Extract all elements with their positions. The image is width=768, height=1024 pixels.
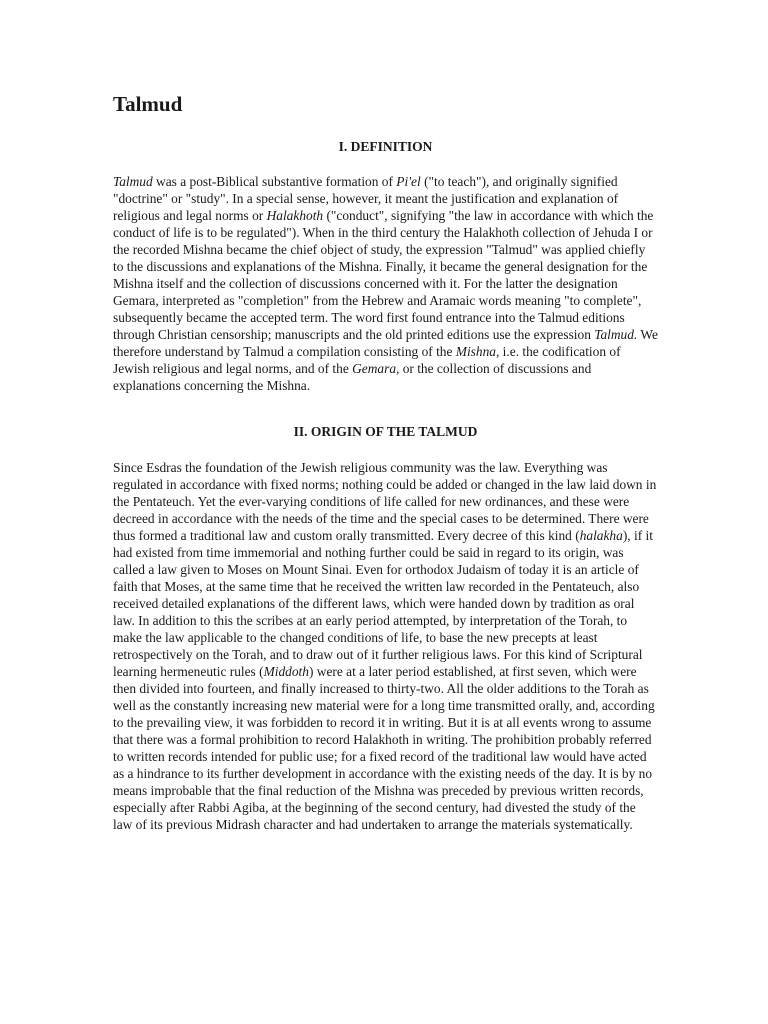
section-definition <box>113 139 658 394</box>
text-run: , or the collection of discussions and explanations concerning the Mishna. <box>113 361 592 394</box>
document-page <box>113 92 658 863</box>
document-title: Talmud <box>113 92 183 116</box>
italic-term: Pi'el <box>396 174 421 190</box>
definition-paragraph <box>113 173 658 394</box>
section-heading-origin: II. ORIGIN OF THE TALMUD <box>293 424 478 440</box>
text-run: We therefore understand by Talmud a compilation consisting of the <box>113 327 658 360</box>
italic-term: Talmud <box>113 174 153 190</box>
text-run: Since Esdras the foundation of the Jewish religious community was the law. Everything was regulated in accordance with fixed norms; nothing could be added or changed in the law laid down in the Pentateuch. Yet the ever-varying conditions of life called for new ordinances, and these were decreed in accordance with the needs of the time and the special cases to be determined. There were thus formed a traditional law and custom orally transmitted. Every decree of this kind ( <box>113 459 657 543</box>
italic-term: Mishna <box>455 344 496 360</box>
italic-term: halakha <box>579 527 623 543</box>
italic-term: Talmud. <box>594 327 638 343</box>
text-run: ("to teach"), and originally signified "doctrine" or "study". In a special sense, however, it meant the justification and explanation of religious and legal norms or <box>113 174 619 224</box>
italic-term: Middoth <box>263 663 309 679</box>
italic-term: Halakhoth <box>266 208 324 224</box>
section-origin <box>113 424 658 832</box>
text-run: ("conduct", signifying "the law in accordance with which the conduct of life is to be regulated"). When in the third century the Halakhoth collection of Jehuda I or the recorded Mishna became the chief object of study, the expression "Talmud" was applied chiefly to the discussions and explanations of the Mishna. Finally, it became the general designation for the Mishna itself and the collection of discussions concerned with it. For the latter the designation Gemara, interpreted as "completion" from the Hebrew and Aramaic words meaning "to complete", subsequently became the accepted term. The word first found entrance into the Talmud editions through Christian censorship; manuscripts and the old printed editions use the expression <box>113 208 654 343</box>
italic-term: Gemara <box>352 361 397 377</box>
text-run: ), if it had existed from time immemorial and nothing further could be said in regard to its origin, was called a law given to Moses on Mount Sinai. Even for orthodox Judaism of today it is an article of faith that Moses, at the same time that he received the written law recorded in the Pentateuch, also received detailed explanations of the different laws, which were handed down by tradition as oral law. In addition to this the scribes at an early period attempted, by interpretation of the Torah, to make the law applicable to the changed conditions of life, to base the new precepts at least retrospectively on the Torah, and to draw out of it further religious laws. For this kind of Scriptural learning hermeneutic rules ( <box>113 527 653 679</box>
text-run: ) were at a later period established, at first seven, which were then divided into fourteen, and finally increased to thirty-two. All the older additions to the Torah as well as the constantly increasing new material were for a long time transmitted orally, and, according to the prevailing view, it was forbidden to record it in writing. But it is at all events wrong to assume that there was a formal prohibition to record Halakhoth in writing. The prohibition probably referred to written records intended for public use; for a fixed record of the traditional law would have acted as a hindrance to its further development in accordance with the existing needs of the day. It is by no means improbable that the final reduction of the Mishna was preceded by previous written records, especially after Rabbi Agiba, at the beginning of the second century, had divested the study of the law of its previous Midrash character and had undertaken to arrange the materials systematically. <box>113 663 655 832</box>
text-run: , i.e. the codification of Jewish religious and legal norms, and of the <box>113 344 621 377</box>
section-heading-definition: I. DEFINITION <box>338 139 433 155</box>
origin-paragraph <box>113 459 658 833</box>
text-run: was a post-Biblical substantive formation of <box>152 174 397 190</box>
